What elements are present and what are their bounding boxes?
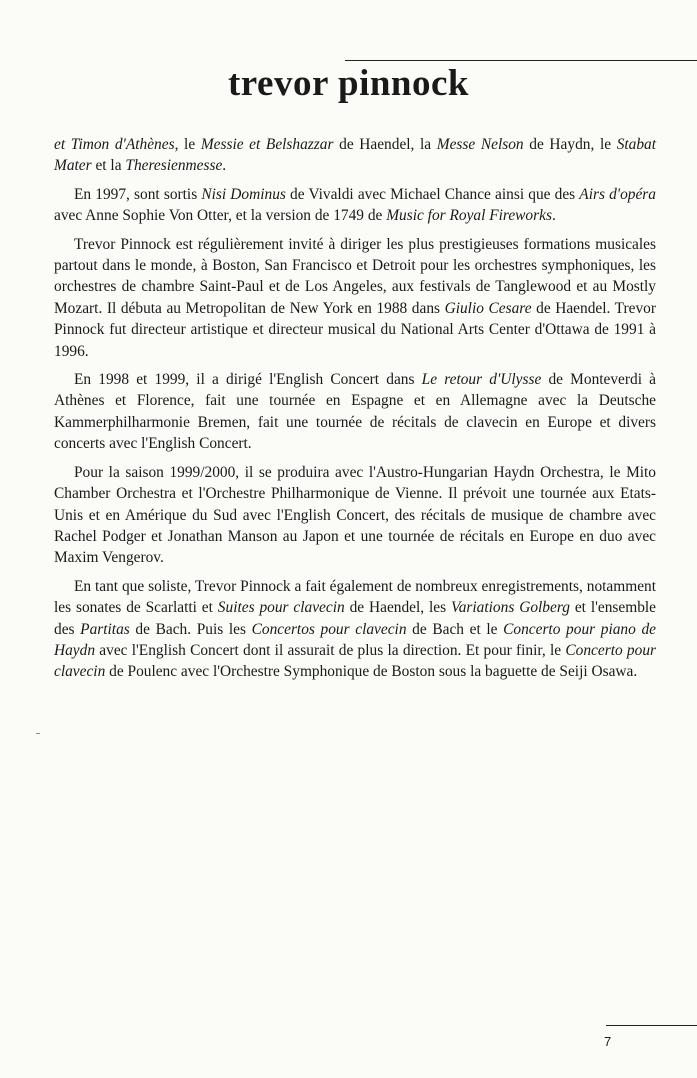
- text-run: avec l'English Concert dont il assurait de plus la direction. Et pour finir, le: [95, 641, 566, 659]
- text-run: .: [222, 157, 227, 175]
- page-number: 7: [604, 1034, 612, 1049]
- text-run: de Haendel, les: [344, 599, 452, 617]
- text-run: Trevor Pinnock est régulièrement invité à diriger les plus prestigieuses formations musicales partout dans le monde, à Boston, San Francisco et Detroit pour les orchestres symphoniques, les orchestres de chambre Saint-Paul et de Los Angeles, aux festivals de Tanglewood et au Mostly Mozart. Il débuta au Metropolitan de New York en 1988 dans: [54, 235, 656, 317]
- italic-title: et Timon d'Athènes: [54, 136, 175, 153]
- text-run: de Monteverdi à Athènes et Florence, fait une tournée en Espagne et en Allemagne avec la Deutsche Kammerphilharmonie Bremen, fait une tournée de récitals de clavecin en Europe et divers concerts avec l'English Concert.: [54, 371, 656, 453]
- paragraph: [54, 462, 656, 569]
- bottom-rule: [606, 1025, 697, 1026]
- text-run: de Bach et le: [406, 620, 504, 638]
- top-rule: [345, 60, 697, 61]
- text-run: et l'ensemble des: [54, 599, 657, 638]
- text-run: .: [551, 207, 556, 225]
- text-run: de Haydn, le: [523, 136, 617, 153]
- italic-title: Concertos pour clavecin: [251, 620, 407, 638]
- italic-title: Concerto pour clavecin: [54, 641, 657, 681]
- text-run: En 1998 et 1999, il a dirigé l'English Concert dans: [74, 371, 422, 389]
- italic-title: Theresienmesse: [125, 157, 223, 175]
- italic-title: Airs d'opéra: [579, 185, 656, 203]
- italic-title: Stabat Mater: [54, 136, 657, 175]
- italic-title: Partitas: [80, 620, 130, 638]
- text-run: , le: [174, 136, 201, 153]
- italic-title: Music for Royal Fireworks: [386, 207, 552, 225]
- paragraph: [54, 134, 656, 177]
- italic-title: Giulio Cesare: [444, 299, 532, 317]
- italic-title: Variations Golberg: [451, 599, 570, 617]
- italic-title: Concerto pour piano de Haydn: [54, 620, 656, 659]
- body-text: [54, 134, 656, 690]
- paragraph: [54, 369, 656, 455]
- text-run: et la: [91, 157, 126, 175]
- text-run: En tant que soliste, Trevor Pinnock a fait également de nombreux enregistrements, notamment les sonates de Scarlatti et: [54, 577, 656, 617]
- scan-mark: [36, 733, 40, 734]
- text-run: En 1997, sont sortis: [74, 185, 202, 203]
- paragraph: [54, 184, 656, 227]
- italic-title: Messe Nelson: [436, 136, 524, 153]
- paragraph: [54, 234, 656, 362]
- text-run: de Bach. Puis les: [129, 620, 252, 638]
- page-title: trevor pinnock: [227, 63, 469, 104]
- italic-title: Messie et Belshazzar: [200, 136, 334, 153]
- text-run: Pour la saison 1999/2000, il se produira avec l'Austro-Hungarian Haydn Orchestra, le Mito Chamber Orchestra et l'Orchestre Philharmonique de Vienne. Il prévoit une tournée aux Etats-Unis et en Amérique du Sud avec l'English Concert, des récitals de musique de chambre avec Rachel Podger et Jonathan Manson au Japon et une tournée de récitals en Europe en duo avec Maxim Vengerov.: [54, 463, 656, 567]
- text-run: de Haendel, la: [333, 136, 437, 153]
- text-run: avec Anne Sophie Von Otter, et la version de 1749 de: [54, 207, 387, 225]
- text-run: de Haendel. Trevor Pinnock fut directeur artistique et directeur musical du National Arts Center d'Ottawa de 1991 à 1996.: [54, 299, 656, 360]
- italic-title: Suites pour clavecin: [217, 599, 345, 617]
- italic-title: Nisi Dominus: [201, 185, 286, 203]
- italic-title: Le retour d'Ulysse: [421, 371, 542, 389]
- text-run: de Poulenc avec l'Orchestre Symphonique de Boston sous la baguette de Seiji Osawa.: [105, 663, 638, 681]
- paragraph: [54, 576, 656, 683]
- text-run: de Vivaldi avec Michael Chance ainsi que des: [285, 185, 580, 203]
